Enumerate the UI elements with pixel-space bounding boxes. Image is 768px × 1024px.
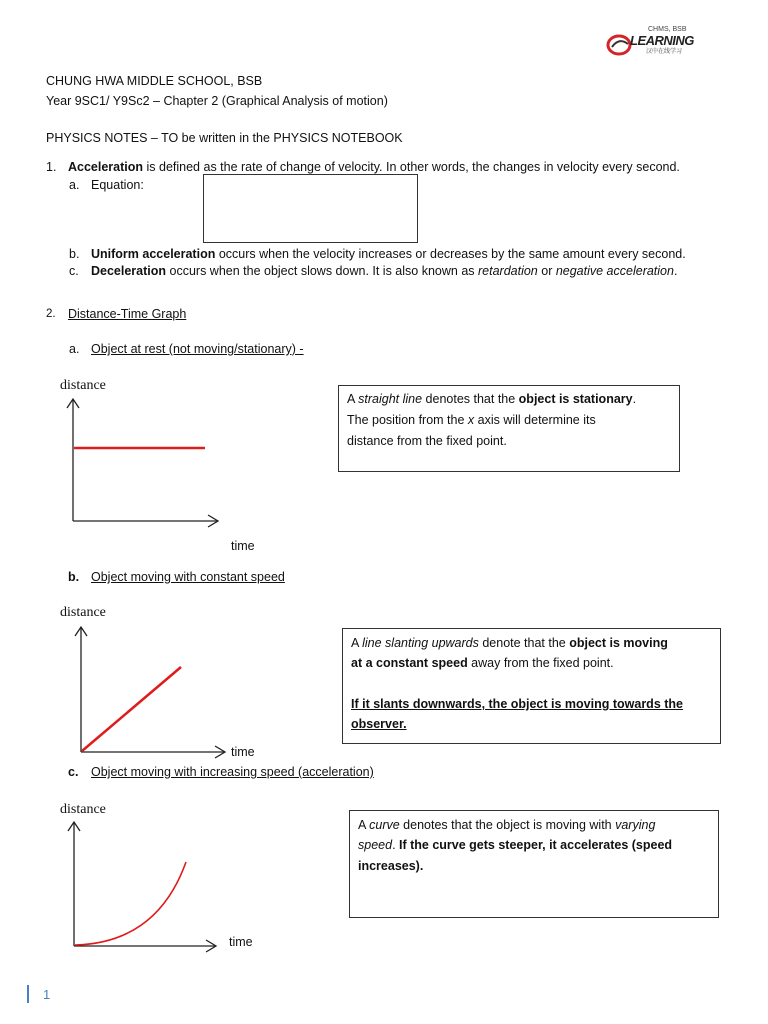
page-number-bar: [27, 985, 29, 1003]
logo-wordmark: LEARNING: [630, 33, 694, 48]
box-a-line2-text-2: axis will determine its: [474, 413, 596, 427]
box-constant-line4: observer.: [351, 717, 407, 731]
box-a-bold-1: object is stationary: [518, 392, 633, 406]
box-c-text-1: A: [358, 818, 370, 832]
graph-b-constant-speed: [68, 623, 228, 753]
equation-label: Equation:: [91, 178, 144, 192]
box-b-bold-1: object is moving: [569, 636, 668, 650]
box-a-line2-text-1: The position from the: [347, 413, 468, 427]
section2a-heading: Object at rest (not moving/stationary) -: [91, 342, 304, 356]
uniform-definition: occurs when the velocity increases or decreases by the same amount every second.: [215, 247, 686, 261]
box-b-text-2: denote that the: [478, 636, 570, 650]
uniform-marker: b.: [69, 247, 80, 261]
equation-box[interactable]: [203, 174, 418, 243]
box-b-text-1: A: [351, 636, 363, 650]
section2b-marker: b.: [68, 570, 80, 584]
graph-b-xlabel: time: [231, 745, 255, 759]
retardation-term: retardation: [478, 264, 538, 278]
box-stationary-line3: distance from the fixed point.: [347, 434, 507, 448]
section2c-heading: Object moving with increasing speed (acceleration): [91, 765, 374, 779]
box-a-text-1: A: [347, 392, 359, 406]
box-constant-line1: [351, 633, 668, 654]
box-c-text-2: denotes that the object is moving with: [399, 818, 616, 832]
deceleration-text: [91, 263, 677, 279]
section1-number: 1.: [46, 160, 57, 174]
graph-c-acceleration: [62, 818, 222, 953]
deceleration-term: Deceleration: [91, 264, 167, 278]
box-b-text-3: away from the fixed point.: [467, 656, 614, 670]
box-constant-line2: [351, 653, 614, 674]
graph-c-ylabel: distance: [60, 802, 106, 817]
page-number: 1: [43, 987, 51, 1002]
box-c-italic-3: speed: [358, 838, 393, 852]
box-acceleration-line2: [358, 835, 672, 856]
box-c-italic-2: varying: [615, 818, 656, 832]
deceleration-text-2: or: [537, 264, 556, 278]
acceleration-term: Acceleration: [68, 160, 144, 174]
section2a-marker: a.: [69, 342, 80, 356]
logo: [606, 26, 696, 60]
graph-c-curve: [75, 862, 186, 945]
equation-marker: a.: [69, 178, 80, 192]
graph-a-xlabel: time: [231, 539, 255, 553]
graph-b-slant-line: [82, 667, 181, 751]
box-c-italic-1: curve: [369, 818, 400, 832]
section2-title: Distance-Time Graph: [68, 307, 187, 321]
graph-a-ylabel: distance: [60, 378, 106, 393]
section2b-heading: Object moving with constant speed: [91, 570, 285, 584]
box-acceleration-line3: increases).: [358, 859, 424, 873]
box-a-line2-italic: x: [467, 413, 475, 427]
deceleration-text-1: occurs when the object slows down. It is also known as: [166, 264, 478, 278]
uniform-term: Uniform acceleration: [91, 247, 216, 261]
school-name: CHUNG HWA MIDDLE SCHOOL, BSB: [46, 74, 263, 88]
logo-subtitle: CHMS, BSB: [648, 26, 687, 33]
graph-c-xlabel: time: [229, 935, 253, 949]
uniform-acceleration-text: [91, 246, 686, 262]
box-acceleration-line1: [358, 815, 655, 836]
graph-a-stationary: [62, 396, 222, 526]
notes-title: PHYSICS NOTES – TO be written in the PHYSICS NOTEBOOK: [46, 131, 403, 145]
section2c-marker: c.: [68, 765, 79, 779]
negative-acceleration-term: negative acceleration: [555, 264, 674, 278]
box-a-text-3: .: [632, 392, 637, 406]
box-c-text-3: .: [392, 838, 400, 852]
deceleration-marker: c.: [69, 264, 79, 278]
box-a-italic-1: straight line: [358, 392, 423, 406]
box-b-italic-1: line slanting upwards: [362, 636, 479, 650]
logo-chinese: 汉中在线学习: [646, 49, 683, 55]
box-a-text-2: denotes that the: [422, 392, 519, 406]
acceleration-definition: is defined as the rate of change of velocity. In other words, the changes in velocity every second.: [143, 160, 680, 174]
box-stationary-line2: [347, 410, 596, 431]
box-b-bold-2: at a constant speed: [351, 656, 468, 670]
graph-b-ylabel: distance: [60, 605, 106, 620]
box-stationary-line1: [347, 389, 636, 410]
section2-number: 2.: [46, 308, 56, 320]
box-c-bold-1: If the curve gets steeper, it accelerates (speed: [399, 838, 673, 852]
deceleration-text-3: .: [673, 264, 678, 278]
logo-swoosh-icon: [606, 32, 632, 58]
box-constant-line3: If it slants downwards, the object is moving towards the: [351, 697, 683, 711]
class-chapter: Year 9SC1/ Y9Sc2 – Chapter 2 (Graphical Analysis of motion): [46, 94, 388, 108]
section1-definition: [68, 159, 680, 175]
